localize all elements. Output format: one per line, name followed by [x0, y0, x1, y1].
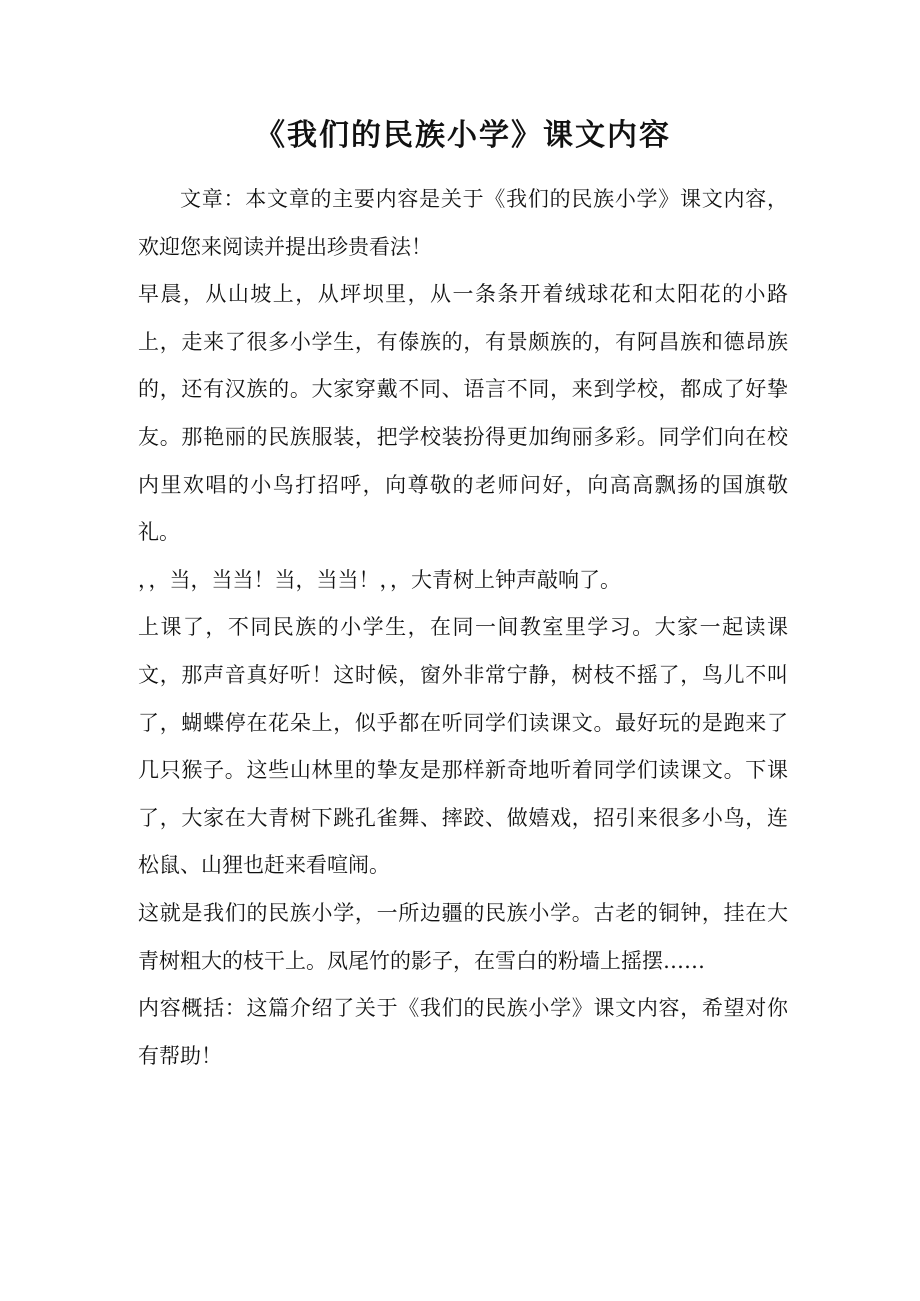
document-page — [138, 110, 788, 1080]
body-paragraph-2: ，，当，当当！当，当当！，，大青树上钟声敲响了。 — [138, 567, 621, 592]
document-title: 《我们的民族小学》课文内容 — [255, 118, 671, 153]
intro-paragraph: 文章：本文章的主要内容是关于《我们的民族小学》课文内容，欢迎您来阅读并提出珍贵看法！ — [138, 187, 788, 259]
body-paragraph-3: 上课了，不同民族的小学生，在同一间教室里学习。大家一起读课文，那声音真好听！这时候，窗外非常宁静，树枝不摇了，鸟儿不叫了，蝴蝶停在花朵上，似乎都在听同学们读课文。最好玩的是跑来了几只猴子。这些山林里的挚友是那样新奇地听着同学们读课文。下课了，大家在大青树下跳孔雀舞、摔跤、做嬉戏，招引来很多小鸟，连松鼠、山狸也赶来看喧闹。 — [138, 615, 788, 878]
body-paragraph-1: 早晨，从山坡上，从坪坝里，从一条条开着绒球花和太阳花的小路上，走来了很多小学生，有傣族的，有景颇族的，有阿昌族和德昂族的，还有汉族的。大家穿戴不同、语言不同，来到学校，都成了好挚友。那艳丽的民族服装，把学校装扮得更加绚丽多彩。同学们向在校内里欢唱的小鸟打招呼，向尊敬的老师问好，向高高飘扬的国旗敬礼。 — [138, 282, 788, 545]
body-paragraph-4: 这就是我们的民族小学，一所边疆的民族小学。古老的铜钟，挂在大青树粗大的枝干上。凤尾竹的影子，在雪白的粉墙上摇摆…… — [138, 900, 788, 973]
summary-paragraph: 内容概括：这篇介绍了关于《我们的民族小学》课文内容，希望对你有帮助！ — [138, 996, 788, 1068]
